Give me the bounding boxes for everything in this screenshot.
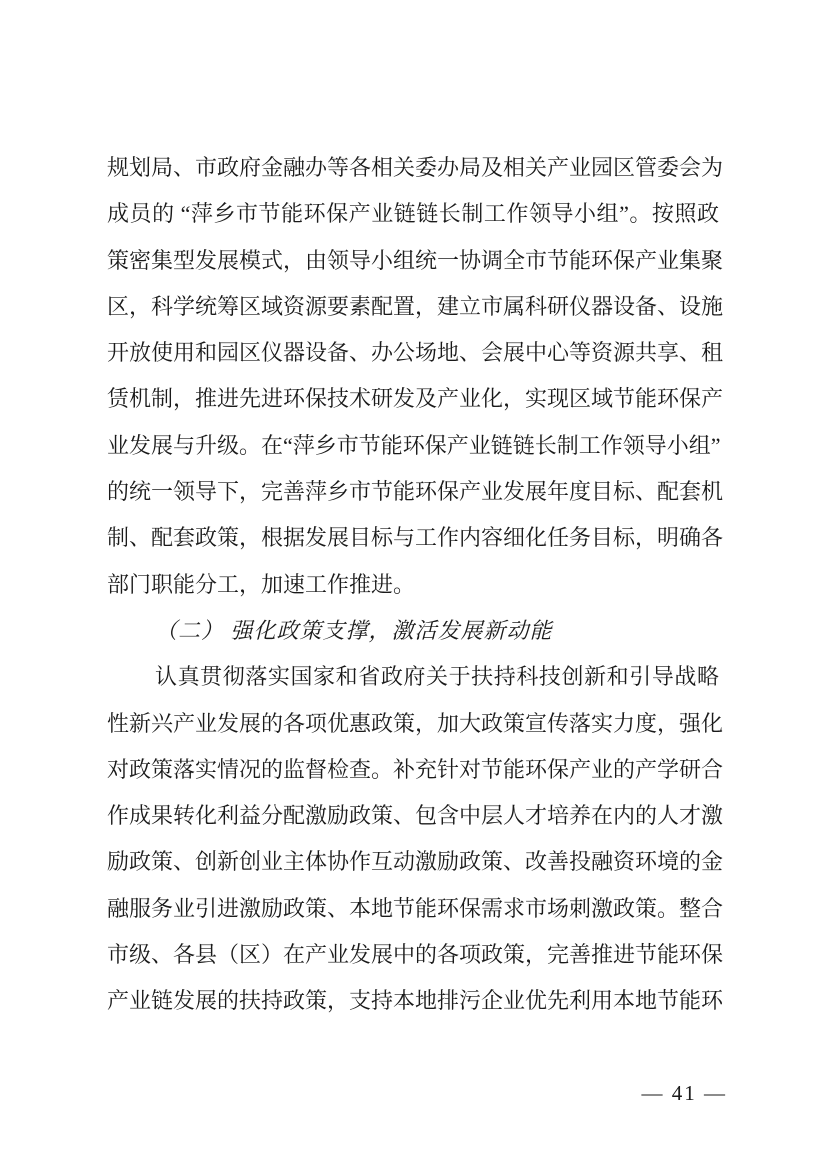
body-line: 部门职能分工，加速工作推进。 — [107, 571, 416, 597]
body-line: 市级、各县（区）在产业发展中的各项政策，完善推进节能环保 — [107, 942, 724, 968]
body-line: 励政策、创新创业主体协作互动激励政策、改善投融资环境的金 — [107, 849, 724, 875]
body-line: 作成果转化利益分配激励政策、包含中层人才培养在内的人才激 — [107, 803, 724, 829]
body-line: 对政策落实情况的监督检查。补充针对节能环保产业的产学研合 — [107, 756, 724, 782]
body-line: 业发展与升级。在“萍乡市节能环保产业链链长制工作领导小组” — [107, 432, 721, 458]
page-number: — 41 — — [641, 1081, 727, 1105]
section-heading: （二） 强化政策支撑，激活发展新动能 — [155, 617, 553, 643]
body-line: 性新兴产业发展的各项优惠政策，加大政策宣传落实力度，强化 — [107, 710, 724, 736]
body-line: 认真贯彻落实国家和省政府关于扶持科技创新和引导战略 — [155, 664, 719, 690]
body-line: 成员的 “萍乡市节能环保产业链链长制工作领导小组”。按照政 — [107, 201, 719, 227]
body-line: 产业链发展的扶持政策，支持本地排污企业优先利用本地节能环 — [107, 988, 724, 1014]
body-line: 规划局、市政府金融办等各相关委办局及相关产业园区管委会为 — [107, 155, 724, 180]
body-line: 的统一领导下，完善萍乡市节能环保产业发展年度目标、配套机 — [107, 479, 724, 505]
body-line: 融服务业引进激励政策、本地节能环保需求市场刺激政策。整合 — [107, 895, 724, 921]
body-line: 区，科学统筹区域资源要素配置，建立市属科研仪器设备、设施 — [107, 293, 724, 319]
body-line: 赁机制，推进先进环保技术研发及产业化，实现区域节能环保产 — [107, 386, 724, 412]
body-line: 策密集型发展模式，由领导小组统一协调全市节能环保产业集聚 — [107, 247, 724, 273]
document-body — [107, 145, 724, 1025]
body-line: 开放使用和园区仪器设备、办公场地、会展中心等资源共享、租 — [107, 340, 724, 366]
body-line: 制、配套政策，根据发展目标与工作内容细化任务目标，明确各 — [107, 525, 724, 551]
